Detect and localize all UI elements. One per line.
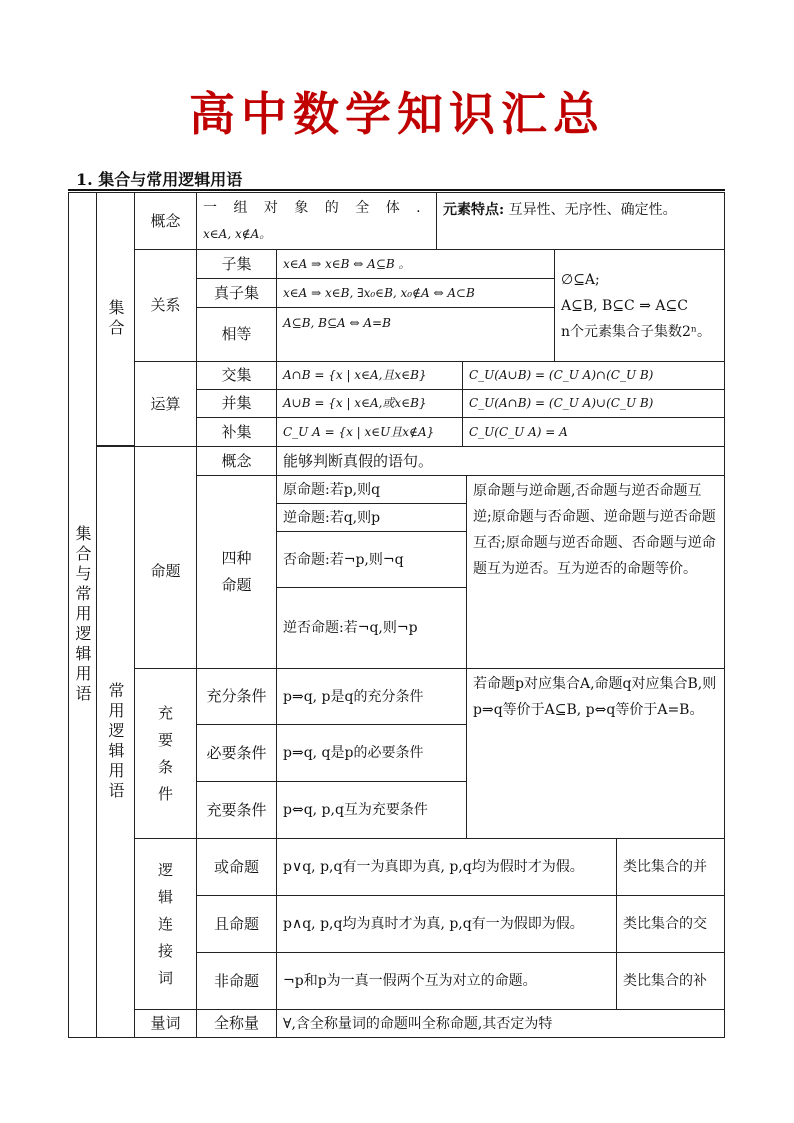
- original-proposition: 原命题:若p,则q: [276, 475, 467, 504]
- iff-label: 充要条件: [196, 781, 277, 839]
- double-complement: C_U(C_U A) = A: [462, 417, 725, 447]
- iff-text: p⇔q, p,q互为充要条件: [276, 781, 467, 839]
- not-text: ¬p和p为一真一假两个互为对立的命题。: [276, 952, 617, 1010]
- universal-label: 全称量: [196, 1009, 277, 1038]
- universal-text: ∀,含全称量词的命题叫全称命题,其否定为特: [276, 1009, 725, 1038]
- set-concept-def: [196, 192, 437, 250]
- logic-concept-blank: [134, 446, 197, 476]
- not-label: 非命题: [196, 952, 277, 1010]
- equal-label: 相等: [196, 307, 277, 362]
- set-feature: [436, 192, 725, 250]
- set-feature-title: 元素特点:: [443, 202, 505, 218]
- union-label: 并集: [196, 389, 277, 418]
- necessary-text: p⇒q, q是p的必要条件: [276, 724, 467, 782]
- or-label: 或命题: [196, 838, 277, 896]
- set-feature-text: 互异性、无序性、确定性。: [504, 202, 677, 218]
- not-note: 类比集合的补: [616, 952, 725, 1010]
- demorgan-law-2: C_U(A∩B) = (C_U A)∪(C_U B): [462, 389, 725, 418]
- and-label: 且命题: [196, 895, 277, 953]
- set-relation-label: 关系: [134, 249, 197, 362]
- set-concept-math: x∈A, x∉A。: [203, 227, 272, 241]
- converse-proposition: 逆命题:若q,则p: [276, 503, 467, 532]
- page-title: 高中数学知识汇总: [189, 87, 605, 141]
- intersection-formula: A∩B = {x | x∈A,且x∈B}: [276, 361, 463, 390]
- complement-formula: C_U A = {x | x∈U且x∉A}: [276, 417, 463, 447]
- union-formula: A∪B = {x | x∈A,或x∈B}: [276, 389, 463, 418]
- intersection-label: 交集: [196, 361, 277, 390]
- four-propositions-label: 四种命题: [196, 475, 277, 669]
- condition-label: 充要条件: [134, 668, 197, 839]
- sufficient-label: 充分条件: [196, 668, 277, 725]
- knowledge-table: [68, 192, 725, 1038]
- section-title: 1. 集合与常用逻辑用语: [76, 170, 243, 189]
- connective-label: 逻辑连接词: [134, 838, 197, 1010]
- and-note: 类比集合的交: [616, 895, 725, 953]
- or-text: p∨q, p,q有一为真即为真, p,q均为假时才为假。: [276, 838, 617, 896]
- set-ops-label: 运算: [134, 361, 197, 447]
- section-rule: [68, 189, 725, 191]
- necessary-label: 必要条件: [196, 724, 277, 782]
- proposition-label: 命题: [134, 475, 197, 669]
- complement-label: 补集: [196, 417, 277, 447]
- equal-formula: A⊆B, B⊆A ⇔ A=B: [276, 307, 555, 362]
- relation-note: ∅⊆A; A⊆B, B⊆C ⇒ A⊆C n个元素集合子集数2ⁿ。: [554, 249, 725, 362]
- logic-label: 常用逻辑用语: [96, 446, 135, 1038]
- condition-note: 若命题p对应集合A,命题q对应集合B,则p⇒q等价于A⊆B, p⇔q等价于A=B。: [466, 668, 725, 839]
- contrapositive-proposition: 逆否命题:若¬q,则¬p: [276, 587, 467, 669]
- inverse-proposition: 否命题:若¬p,则¬q: [276, 531, 467, 588]
- logic-concept-label: 概念: [196, 446, 277, 476]
- logic-concept-text: 能够判断真假的语句。: [276, 446, 725, 476]
- set-concept-label: 概念: [134, 192, 197, 250]
- col-topic: 集合与常用逻辑用语: [68, 192, 97, 1038]
- subset-formula: x∈A ⇒ x∈B ⇔ A⊆B 。: [276, 249, 555, 279]
- sufficient-text: p⇒q, p是q的充分条件: [276, 668, 467, 725]
- or-note: 类比集合的并: [616, 838, 725, 896]
- proper-subset-formula: x∈A ⇒ x∈B, ∃x₀∈B, x₀∉A ⇔ A⊂B: [276, 278, 555, 308]
- demorgan-law-1: C_U(A∪B) = (C_U A)∩(C_U B): [462, 361, 725, 390]
- and-text: p∧q, p,q均为真时才为真, p,q有一为假即为假。: [276, 895, 617, 953]
- subset-label: 子集: [196, 249, 277, 279]
- proposition-note: 原命题与逆命题,否命题与逆否命题互逆;原命题与否命题、逆命题与逆否命题互否;原命题与逆否命题、否命题与逆命题互为逆否。互为逆否的命题等价。: [466, 475, 725, 669]
- proper-subset-label: 真子集: [196, 278, 277, 308]
- set-concept-text: 一 组 对 象 的 全 体 .: [203, 200, 427, 216]
- set-label: 集合: [96, 192, 135, 446]
- quantifier-label: 量词: [134, 1009, 197, 1038]
